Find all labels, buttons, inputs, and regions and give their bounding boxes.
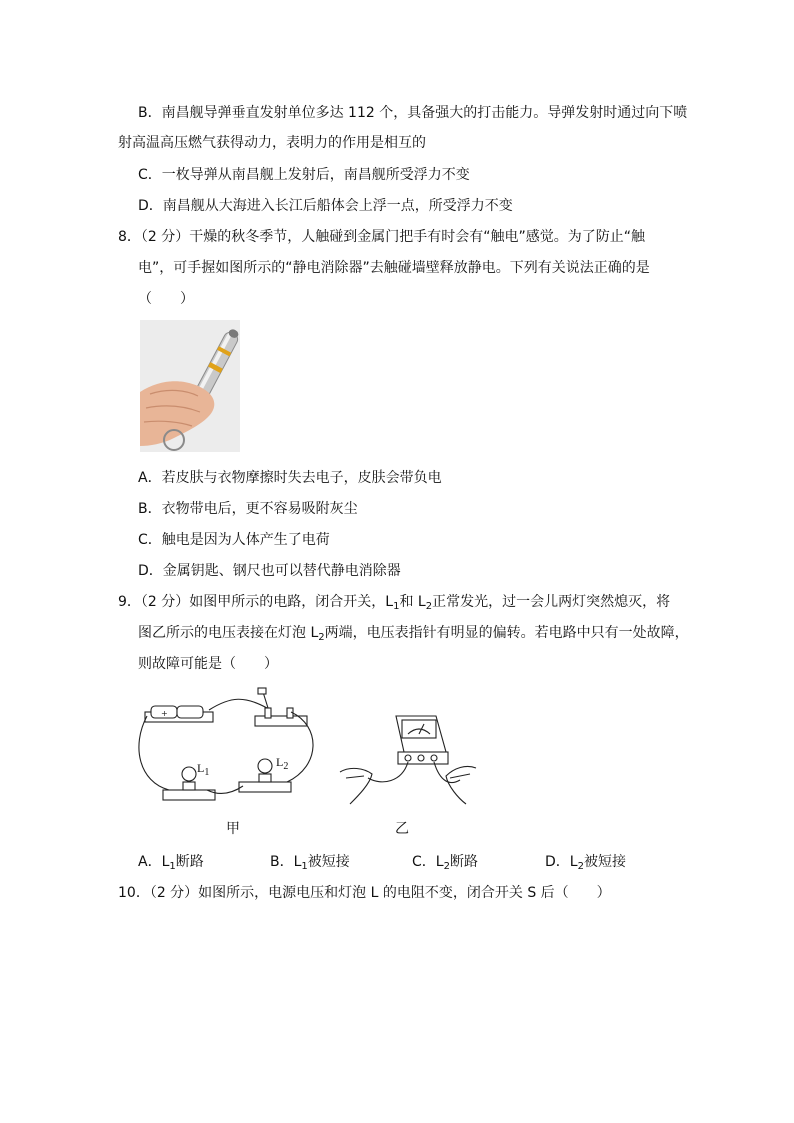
bulb-label-l1: $L_1$ [197, 761, 210, 778]
q9-stem-line3: 则故障可能是（ ） [138, 656, 278, 672]
q9-stem-line1: 9．（2 分）如图甲所示的电路，闭合开关，$L_1$和 $L_2$正常发光，过一会儿两灯突然熄灭，将 [118, 594, 671, 612]
q9-option-d: D．$L_2$被短接 [545, 854, 626, 872]
static-eliminator-illustration [140, 320, 240, 452]
voltmeter-figure-yi [338, 712, 478, 808]
q8-option-d: D．金属钥匙、钢尺也可以替代静电消除器 [138, 563, 401, 579]
q8-stem-line3: （ ） [138, 291, 194, 307]
circuit-figure-jia [135, 686, 325, 808]
voltmeter-illustration [338, 712, 478, 808]
q8-option-c: C．触电是因为人体产生了电荷 [138, 532, 330, 548]
circuit-illustration [135, 686, 325, 808]
bulb-label-l2: $L_2$ [276, 755, 289, 772]
q7-option-b-line1: B．南昌舰导弹垂直发射单位多达 112 个，具备强大的打击能力。导弹发射时通过向下喷 [138, 105, 688, 121]
q10-stem: 10．（2 分）如图所示，电源电压和灯泡 L 的电阻不变，闭合开关 S 后（ ） [118, 885, 611, 901]
q7-option-b-line2: 射高温高压燃气获得动力，表明力的作用是相互的 [118, 135, 426, 151]
figure-label-yi: 乙 [395, 821, 409, 837]
q9-option-a: A．$L_1$断路 [138, 854, 204, 872]
q7-option-d: D．南昌舰从大海进入长江后船体会上浮一点，所受浮力不变 [138, 198, 513, 214]
q8-stem-line1: 8．（2 分）干燥的秋冬季节，人触碰到金属门把手有时会有“触电”感觉。为了防止“触 [118, 229, 646, 245]
q8-option-b: B．衣物带电后，更不容易吸附灰尘 [138, 501, 358, 517]
q8-option-a: A．若皮肤与衣物摩擦时失去电子，皮肤会带负电 [138, 470, 442, 486]
q9-option-b: B．$L_1$被短接 [270, 854, 350, 872]
static-eliminator-photo [140, 320, 240, 452]
q7-option-c: C．一枚导弹从南昌舰上发射后，南昌舰所受浮力不变 [138, 167, 470, 183]
q8-stem-line2: 电”，可手握如图所示的“静电消除器”去触碰墙壁释放静电。下列有关说法正确的是 [138, 260, 650, 276]
q9-option-c: C．$L_2$断路 [412, 854, 478, 872]
q9-stem-line2: 图乙所示的电压表接在灯泡 $L_2$两端，电压表指针有明显的偏转。若电路中只有一处故障， [138, 625, 689, 643]
battery-plus-sign: + [161, 709, 168, 718]
figure-label-jia: 甲 [226, 821, 240, 837]
